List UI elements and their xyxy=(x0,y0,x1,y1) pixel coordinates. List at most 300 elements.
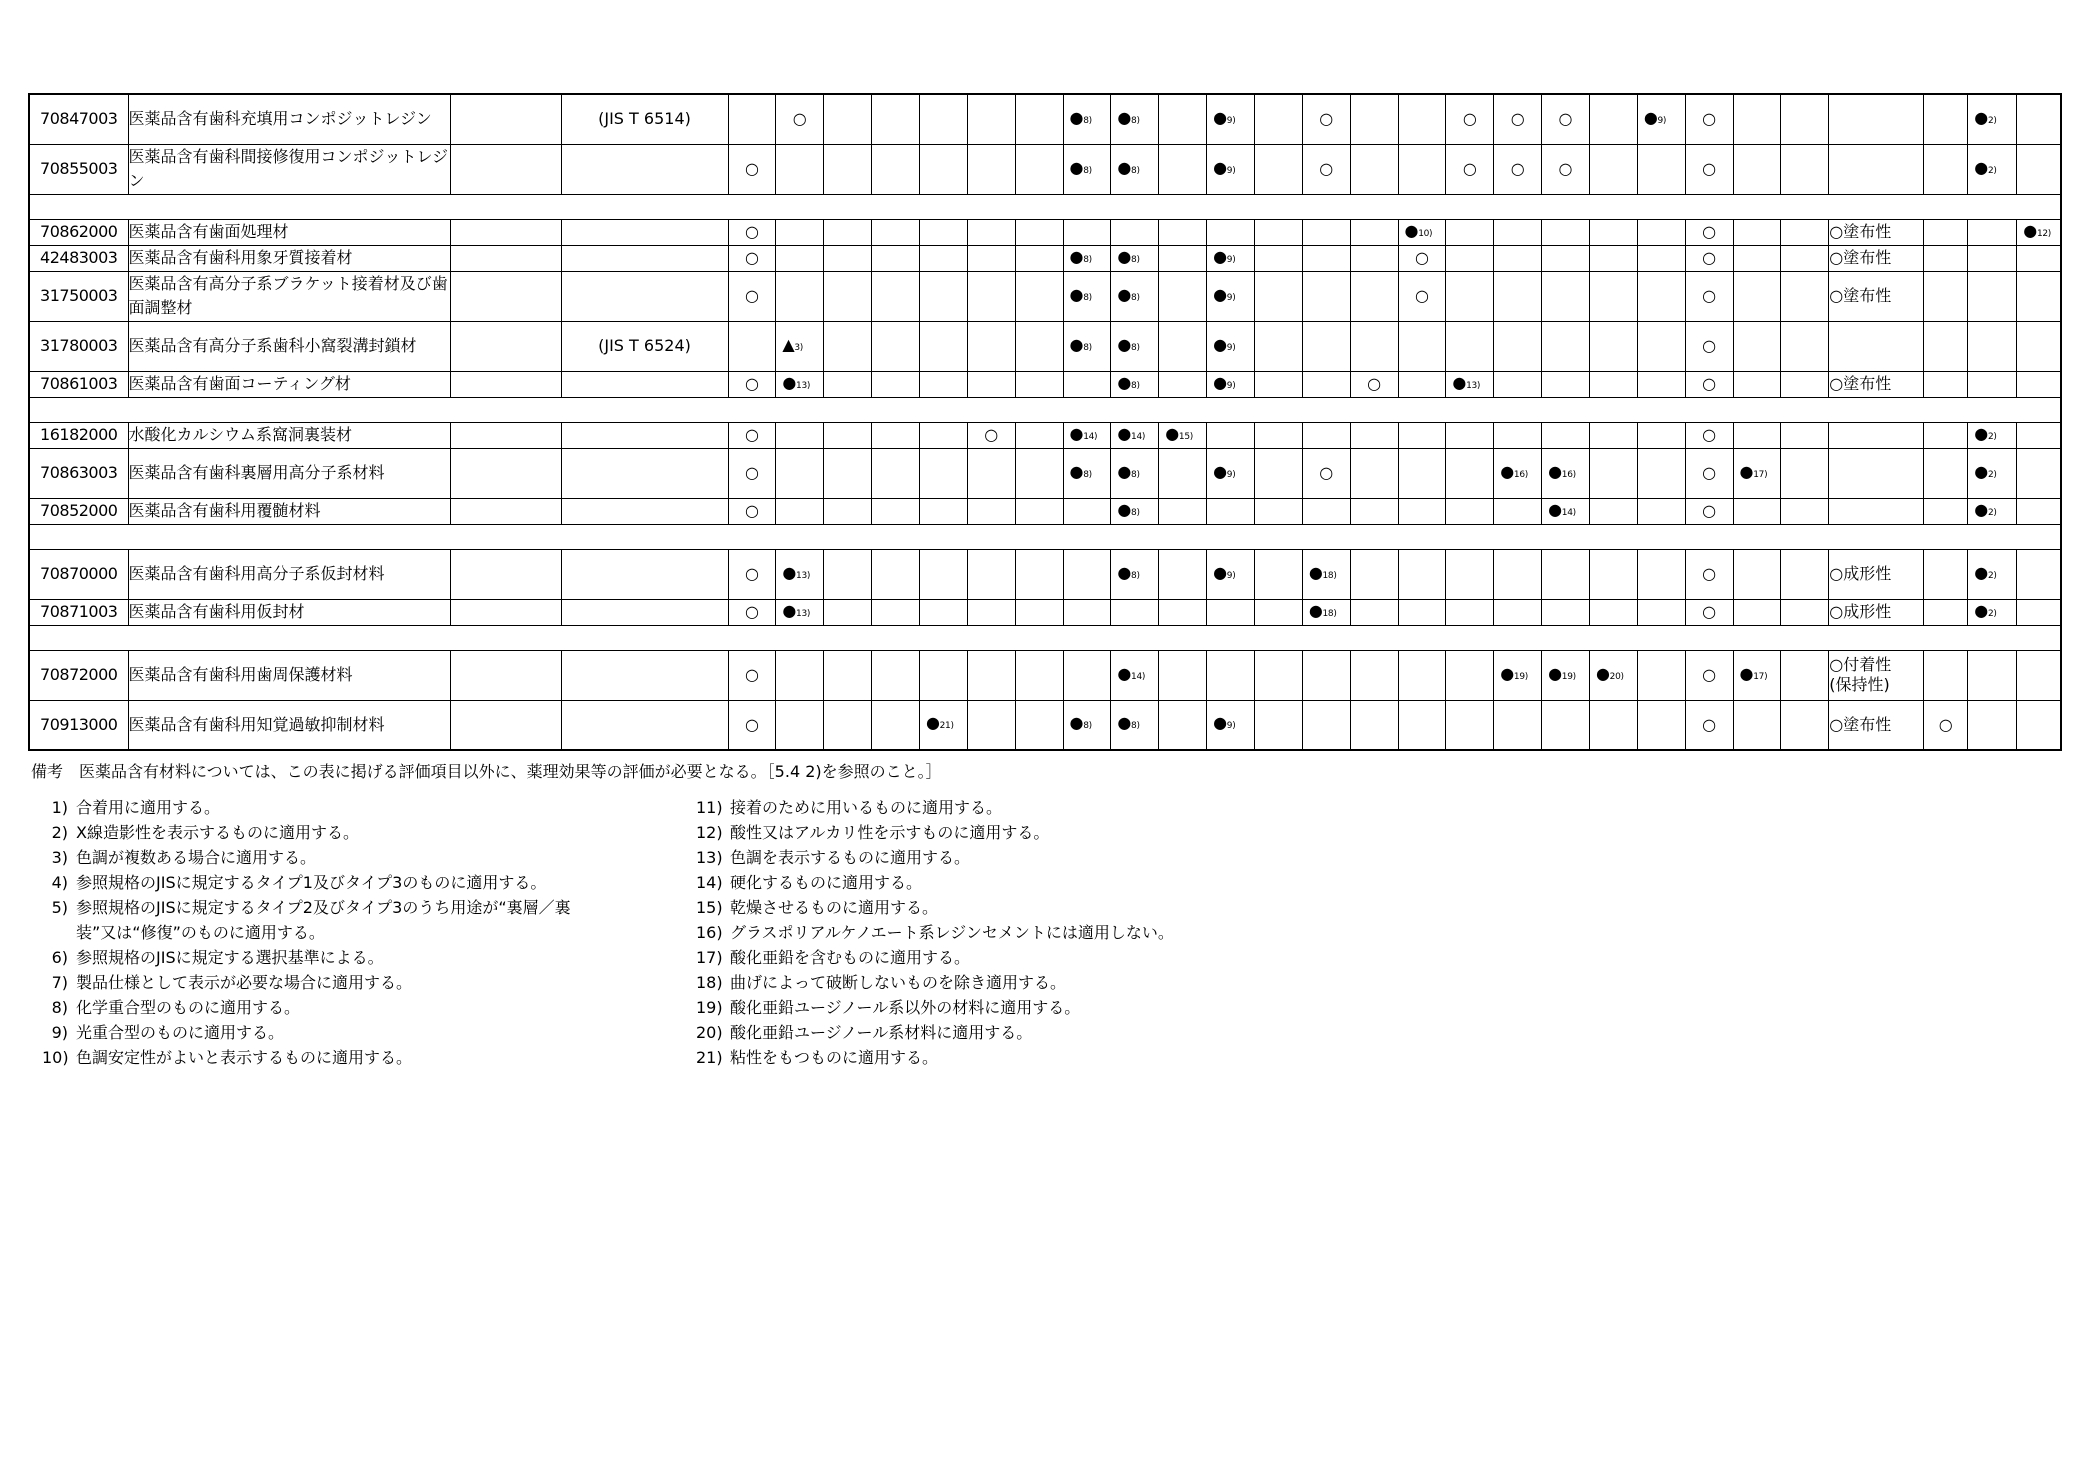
code-cell: 70862000 xyxy=(29,219,128,245)
code-cell: 16182000 xyxy=(29,422,128,448)
blank-cell xyxy=(450,219,561,245)
mark-cell xyxy=(2017,94,2061,144)
filled-circle-mark-with-footnote: ●8) xyxy=(1111,498,1159,524)
blank-cell xyxy=(450,94,561,144)
mark-text: ○塗布性 xyxy=(1829,219,1924,245)
footnote-text: 乾燥させるものに適用する。 xyxy=(730,898,939,917)
open-circle-mark: ○ xyxy=(1685,650,1733,700)
mark-cell xyxy=(1446,245,1494,271)
open-circle-mark: ○ xyxy=(1685,549,1733,599)
mark-cell xyxy=(1968,371,2017,397)
separator-row xyxy=(29,194,2061,219)
footnote-number: 15) xyxy=(696,898,723,917)
mark-cell xyxy=(1350,144,1398,194)
mark-cell xyxy=(1207,219,1255,245)
mark-cell xyxy=(776,448,824,498)
name-cell: 医薬品含有歯科用象牙質接着材 xyxy=(128,245,450,271)
mark-cell xyxy=(1302,321,1350,371)
footnote-number: 20) xyxy=(696,1023,723,1042)
mark-cell xyxy=(919,245,967,271)
open-circle-mark: ○ xyxy=(1542,144,1590,194)
mark-cell xyxy=(919,144,967,194)
mark-cell xyxy=(967,94,1015,144)
open-circle-mark: ○ xyxy=(728,599,776,625)
mark-cell xyxy=(1829,94,1924,144)
open-circle-mark: ○ xyxy=(1446,144,1494,194)
mark-cell xyxy=(1159,219,1207,245)
footnote-item xyxy=(42,1020,284,1045)
mark-cell xyxy=(919,219,967,245)
name-cell: 医薬品含有歯科充填用コンポジットレジン xyxy=(128,94,450,144)
mark-cell xyxy=(776,498,824,524)
mark-cell xyxy=(1542,219,1590,245)
mark-cell xyxy=(1015,422,1063,448)
mark-cell xyxy=(1733,549,1781,599)
mark-cell xyxy=(1207,599,1255,625)
open-circle-mark: ○ xyxy=(776,94,824,144)
mark-cell xyxy=(2017,321,2061,371)
mark-cell xyxy=(1637,219,1685,245)
mark-cell xyxy=(1254,700,1302,750)
jis-cell xyxy=(561,448,728,498)
footnote-text: 色調が複数ある場合に適用する。 xyxy=(76,848,317,867)
name-cell: 医薬品含有歯科用仮封材 xyxy=(128,599,450,625)
mark-cell xyxy=(1733,498,1781,524)
jis-cell: (JIS T 6524) xyxy=(561,321,728,371)
mark-cell xyxy=(1924,498,1968,524)
footnote-item xyxy=(42,995,300,1020)
open-circle-mark: ○ xyxy=(728,700,776,750)
mark-cell xyxy=(1637,448,1685,498)
mark-cell xyxy=(1398,94,1446,144)
mark-cell xyxy=(776,219,824,245)
mark-cell xyxy=(728,321,776,371)
filled-circle-mark-with-footnote: ●19) xyxy=(1542,650,1590,700)
jis-cell xyxy=(561,245,728,271)
name-cell: 水酸化カルシウム系窩洞裏装材 xyxy=(128,422,450,448)
mark-cell xyxy=(2017,549,2061,599)
filled-circle-mark-with-footnote: ●14) xyxy=(1542,498,1590,524)
mark-cell xyxy=(1829,498,1924,524)
mark-cell xyxy=(872,371,920,397)
mark-cell xyxy=(919,94,967,144)
filled-circle-mark-with-footnote: ●15) xyxy=(1159,422,1207,448)
mark-cell xyxy=(1637,700,1685,750)
footnote-text: X線造影性を表示するものに適用する。 xyxy=(76,823,359,842)
mark-cell xyxy=(1829,448,1924,498)
jis-cell xyxy=(561,700,728,750)
mark-cell xyxy=(1733,144,1781,194)
footnote-item xyxy=(42,845,316,870)
mark-cell xyxy=(824,422,872,448)
mark-cell xyxy=(1063,549,1111,599)
footnote-number: 10) xyxy=(42,1048,69,1067)
footnote-item xyxy=(42,820,359,845)
footnote-text: 接着のために用いるものに適用する。 xyxy=(730,798,1003,817)
mark-cell xyxy=(2017,498,2061,524)
open-circle-mark: ○ xyxy=(1924,700,1968,750)
filled-circle-mark-with-footnote: ●9) xyxy=(1637,94,1685,144)
code-cell: 70847003 xyxy=(29,94,128,144)
mark-cell xyxy=(1254,448,1302,498)
mark-cell xyxy=(1063,599,1111,625)
footnote-item xyxy=(696,820,1049,845)
mark-cell xyxy=(824,271,872,321)
code-cell: 70872000 xyxy=(29,650,128,700)
mark-cell xyxy=(1494,219,1542,245)
mark-cell xyxy=(872,599,920,625)
mark-cell xyxy=(1589,371,1637,397)
mark-cell xyxy=(1924,271,1968,321)
mark-cell xyxy=(1207,498,1255,524)
mark-cell xyxy=(1542,549,1590,599)
mark-cell xyxy=(1589,448,1637,498)
footnote-item xyxy=(696,845,970,870)
mark-cell xyxy=(1398,549,1446,599)
mark-cell xyxy=(1350,94,1398,144)
mark-cell xyxy=(1781,321,1829,371)
mark-cell xyxy=(1159,144,1207,194)
mark-cell xyxy=(1637,271,1685,321)
footnote-number: 7) xyxy=(51,973,68,992)
mark-text: ○成形性 xyxy=(1829,599,1924,625)
jis-cell xyxy=(561,549,728,599)
mark-cell xyxy=(1589,219,1637,245)
table-row xyxy=(29,371,2061,397)
mark-cell xyxy=(872,271,920,321)
mark-cell xyxy=(1446,219,1494,245)
name-cell: 医薬品含有歯科間接修復用コンポジットレジン xyxy=(128,144,450,194)
filled-circle-mark-with-footnote: ●8) xyxy=(1111,245,1159,271)
open-circle-mark: ○ xyxy=(1398,245,1446,271)
mark-cell xyxy=(1446,271,1494,321)
code-cell: 70913000 xyxy=(29,700,128,750)
mark-cell xyxy=(919,448,967,498)
mark-cell xyxy=(2017,422,2061,448)
mark-cell xyxy=(1924,144,1968,194)
table-row xyxy=(29,422,2061,448)
mark-text: ○塗布性 xyxy=(1829,700,1924,750)
separator-row xyxy=(29,524,2061,549)
footnote-number: 5) xyxy=(51,898,68,917)
mark-cell xyxy=(872,700,920,750)
filled-circle-mark-with-footnote: ●9) xyxy=(1207,94,1255,144)
mark-cell xyxy=(1968,271,2017,321)
filled-circle-mark-with-footnote: ●13) xyxy=(776,371,824,397)
triangle-mark-with-footnote: ▲3) xyxy=(776,321,824,371)
footnote-number: 3) xyxy=(51,848,68,867)
mark-cell xyxy=(1494,599,1542,625)
footnote-item xyxy=(696,1045,938,1070)
filled-circle-mark-with-footnote: ●8) xyxy=(1111,549,1159,599)
filled-circle-mark-with-footnote: ●18) xyxy=(1302,549,1350,599)
mark-cell xyxy=(872,498,920,524)
mark-cell xyxy=(1494,700,1542,750)
name-cell: 医薬品含有歯科裏層用高分子系材料 xyxy=(128,448,450,498)
name-cell: 医薬品含有歯科用知覚過敏抑制材料 xyxy=(128,700,450,750)
mark-cell xyxy=(776,700,824,750)
mark-cell xyxy=(1589,321,1637,371)
mark-cell xyxy=(776,422,824,448)
mark-cell xyxy=(1398,321,1446,371)
jis-cell xyxy=(561,422,728,448)
mark-cell xyxy=(967,245,1015,271)
remark-note: 備考 医薬品含有材料については、この表に掲げる評価項目以外に、薬理効果等の評価が必要となる。［5.4 2)を参照のこと。］ xyxy=(31,762,942,781)
footnote-text: 硬化するものに適用する。 xyxy=(730,873,923,892)
mark-cell xyxy=(872,549,920,599)
mark-cell xyxy=(1254,549,1302,599)
mark-cell xyxy=(1063,219,1111,245)
mark-text: ○塗布性 xyxy=(1829,371,1924,397)
filled-circle-mark-with-footnote: ●8) xyxy=(1111,371,1159,397)
open-circle-mark: ○ xyxy=(967,422,1015,448)
mark-cell xyxy=(1015,271,1063,321)
mark-cell xyxy=(1968,245,2017,271)
mark-cell xyxy=(1637,549,1685,599)
filled-circle-mark-with-footnote: ●2) xyxy=(1968,448,2017,498)
mark-cell xyxy=(1302,245,1350,271)
mark-cell xyxy=(1015,549,1063,599)
mark-cell xyxy=(872,422,920,448)
mark-cell xyxy=(1494,549,1542,599)
mark-cell xyxy=(1302,371,1350,397)
mark-cell xyxy=(1733,599,1781,625)
open-circle-mark: ○ xyxy=(1685,271,1733,321)
mark-cell xyxy=(1968,650,2017,700)
separator-row xyxy=(29,625,2061,650)
footnote-item xyxy=(696,945,970,970)
open-circle-mark: ○ xyxy=(1685,599,1733,625)
filled-circle-mark-with-footnote: ●16) xyxy=(1542,448,1590,498)
mark-cell xyxy=(1637,599,1685,625)
mark-cell xyxy=(1254,650,1302,700)
mark-cell xyxy=(1781,498,1829,524)
footnote-number: 8) xyxy=(51,998,68,1017)
mark-cell xyxy=(1637,498,1685,524)
footnote-text: 曲げによって破断しないものを除き適用する。 xyxy=(730,973,1067,992)
footnote-text: 色調を表示するものに適用する。 xyxy=(730,848,971,867)
open-circle-mark: ○ xyxy=(728,219,776,245)
mark-cell xyxy=(1159,650,1207,700)
filled-circle-mark-with-footnote: ●9) xyxy=(1207,700,1255,750)
mark-cell xyxy=(1542,422,1590,448)
mark-cell xyxy=(1733,371,1781,397)
footnote-number: 1) xyxy=(51,798,68,817)
filled-circle-mark-with-footnote: ●8) xyxy=(1111,448,1159,498)
mark-cell xyxy=(2017,650,2061,700)
mark-cell xyxy=(1637,245,1685,271)
footnote-number: 13) xyxy=(696,848,723,867)
mark-cell xyxy=(1302,700,1350,750)
mark-cell xyxy=(1350,245,1398,271)
mark-cell xyxy=(1494,371,1542,397)
mark-cell xyxy=(1924,94,1968,144)
mark-cell xyxy=(1589,94,1637,144)
mark-cell xyxy=(1254,599,1302,625)
open-circle-mark: ○ xyxy=(1685,321,1733,371)
footnote-number: 18) xyxy=(696,973,723,992)
mark-cell xyxy=(1924,422,1968,448)
mark-text: ○成形性 xyxy=(1829,549,1924,599)
mark-cell xyxy=(1207,650,1255,700)
mark-cell xyxy=(1542,371,1590,397)
footnote-text: 酸性又はアルカリ性を示すものに適用する。 xyxy=(730,823,1050,842)
mark-cell xyxy=(1015,245,1063,271)
jis-cell xyxy=(561,498,728,524)
mark-cell xyxy=(1159,549,1207,599)
mark-cell xyxy=(1829,321,1924,371)
mark-cell xyxy=(967,549,1015,599)
mark-cell xyxy=(919,549,967,599)
blank-cell xyxy=(450,498,561,524)
open-circle-mark: ○ xyxy=(728,144,776,194)
jis-cell xyxy=(561,271,728,321)
blank-cell xyxy=(450,321,561,371)
mark-cell xyxy=(824,599,872,625)
mark-cell xyxy=(1015,219,1063,245)
mark-cell xyxy=(872,219,920,245)
code-cell: 70855003 xyxy=(29,144,128,194)
footnote-text: 合着用に適用する。 xyxy=(76,798,221,817)
mark-cell xyxy=(1968,321,2017,371)
open-circle-mark: ○ xyxy=(1302,448,1350,498)
mark-cell xyxy=(1159,94,1207,144)
mark-cell xyxy=(1446,498,1494,524)
mark-cell xyxy=(1398,599,1446,625)
mark-cell xyxy=(1542,599,1590,625)
mark-cell xyxy=(1781,650,1829,700)
mark-cell xyxy=(1829,144,1924,194)
mark-cell xyxy=(1350,219,1398,245)
table-row xyxy=(29,321,2061,371)
table-row xyxy=(29,448,2061,498)
mark-cell xyxy=(1589,422,1637,448)
mark-cell xyxy=(1015,700,1063,750)
footnote-item xyxy=(42,970,412,995)
footnote-number: 9) xyxy=(51,1023,68,1042)
separator-cell xyxy=(29,524,2061,549)
mark-cell xyxy=(776,271,824,321)
mark-cell xyxy=(1254,321,1302,371)
mark-cell xyxy=(824,321,872,371)
table-row xyxy=(29,271,2061,321)
filled-circle-mark-with-footnote: ●9) xyxy=(1207,371,1255,397)
mark-cell xyxy=(824,219,872,245)
footnote-text: 参照規格のJISに規定するタイプ2及びタイプ3のうち用途が“裏層／裏 xyxy=(76,898,571,917)
mark-cell xyxy=(1733,94,1781,144)
open-circle-mark: ○ xyxy=(1398,271,1446,321)
footnote-text: 参照規格のJISに規定する選択基準による。 xyxy=(76,948,384,967)
footnote-item xyxy=(696,995,1080,1020)
mark-cell xyxy=(1302,422,1350,448)
footnote-number: 16) xyxy=(696,923,723,942)
mark-cell xyxy=(1159,498,1207,524)
filled-circle-mark-with-footnote: ●19) xyxy=(1494,650,1542,700)
footnote-number: 2) xyxy=(51,823,68,842)
jis-cell xyxy=(561,144,728,194)
mark-cell xyxy=(1398,144,1446,194)
open-circle-mark: ○ xyxy=(728,422,776,448)
mark-cell xyxy=(1542,271,1590,321)
mark-cell xyxy=(1254,422,1302,448)
blank-cell xyxy=(450,650,561,700)
table-row xyxy=(29,498,2061,524)
mark-cell xyxy=(1350,549,1398,599)
filled-circle-mark-with-footnote: ●9) xyxy=(1207,321,1255,371)
footnote-text: 化学重合型のものに適用する。 xyxy=(76,998,301,1017)
footnote-text-cont: 装”又は“修復”のものに適用する。 xyxy=(76,923,325,942)
mark-cell xyxy=(2017,245,2061,271)
name-cell: 医薬品含有歯面コーティング材 xyxy=(128,371,450,397)
mark-cell xyxy=(776,144,824,194)
mark-cell xyxy=(1350,498,1398,524)
filled-circle-mark-with-footnote: ●13) xyxy=(776,549,824,599)
mark-cell xyxy=(1398,448,1446,498)
filled-circle-mark-with-footnote: ●16) xyxy=(1494,448,1542,498)
mark-cell xyxy=(1781,371,1829,397)
open-circle-mark: ○ xyxy=(728,245,776,271)
table-row xyxy=(29,599,2061,625)
open-circle-mark: ○ xyxy=(1302,144,1350,194)
mark-cell xyxy=(1446,549,1494,599)
open-circle-mark: ○ xyxy=(1685,498,1733,524)
filled-circle-mark-with-footnote: ●8) xyxy=(1063,700,1111,750)
code-cell: 70863003 xyxy=(29,448,128,498)
footnote-text: 酸化亜鉛ユージノール系材料に適用する。 xyxy=(730,1023,1033,1042)
blank-cell xyxy=(450,144,561,194)
open-circle-mark: ○ xyxy=(1685,245,1733,271)
mark-cell xyxy=(1350,700,1398,750)
footnote-text: 色調安定性がよいと表示するものに適用する。 xyxy=(76,1048,413,1067)
open-circle-mark: ○ xyxy=(728,650,776,700)
footnote-item xyxy=(42,870,546,895)
mark-cell xyxy=(1015,599,1063,625)
mark-cell xyxy=(1350,650,1398,700)
mark-cell xyxy=(1350,422,1398,448)
filled-circle-mark-with-footnote: ●13) xyxy=(1446,371,1494,397)
mark-cell xyxy=(1015,144,1063,194)
mark-cell xyxy=(1015,650,1063,700)
mark-cell xyxy=(919,271,967,321)
mark-cell xyxy=(1733,321,1781,371)
mark-cell xyxy=(2017,448,2061,498)
filled-circle-mark-with-footnote: ●8) xyxy=(1063,448,1111,498)
open-circle-mark: ○ xyxy=(728,498,776,524)
open-circle-mark: ○ xyxy=(1494,94,1542,144)
mark-cell xyxy=(824,245,872,271)
mark-cell xyxy=(1446,700,1494,750)
mark-cell xyxy=(1924,245,1968,271)
filled-circle-mark-with-footnote: ●8) xyxy=(1111,321,1159,371)
mark-cell xyxy=(1733,219,1781,245)
open-circle-mark: ○ xyxy=(728,549,776,599)
mark-cell xyxy=(1781,144,1829,194)
footnote-item xyxy=(42,1045,412,1070)
mark-cell xyxy=(1159,271,1207,321)
mark-cell xyxy=(1254,498,1302,524)
open-circle-mark: ○ xyxy=(1350,371,1398,397)
mark-cell xyxy=(919,422,967,448)
code-cell: 70871003 xyxy=(29,599,128,625)
footnote-item xyxy=(42,945,384,970)
open-circle-mark: ○ xyxy=(1685,219,1733,245)
mark-cell xyxy=(967,371,1015,397)
mark-cell xyxy=(1781,245,1829,271)
mark-cell xyxy=(824,700,872,750)
mark-cell xyxy=(967,448,1015,498)
footnote-item xyxy=(696,970,1066,995)
footnote-item xyxy=(42,895,571,945)
